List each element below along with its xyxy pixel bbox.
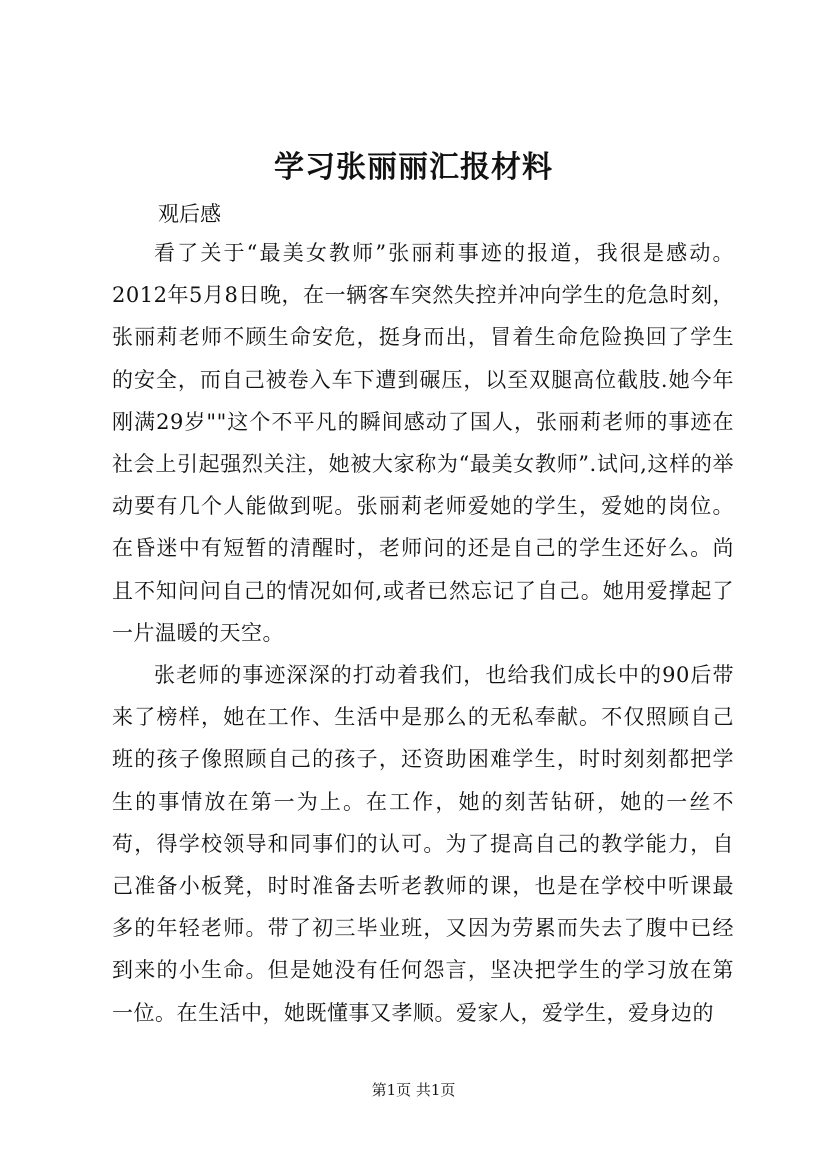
document-body — [112, 232, 734, 1034]
page-footer: 第1页 共1页 — [371, 1081, 456, 1099]
paragraph-1: 看了关于“最美女教师”张丽莉事迹的报道，我很是感动。2012年5月8日晚，在一辆客车突然失控并冲向学生的危急时刻，张丽莉老师不顾生命安危，挺身而出，冒着生命危险换回了学生的安全，而自己被卷入车下遭到碾压，以至双腿高位截肢.她今年刚满29岁""这个不平凡的瞬间感动了国人，张丽莉老师的事迹在社会上引起强烈关注，她被大家称为“最美女教师”.试问,这样的举动要有几个人能做到呢。张丽莉老师爱她的学生，爱她的岗位。在昏迷中有短暂的清醒时，老师问的还是自己的学生还好么。尚且不知问问自己的情况如何,或者已然忘记了自己。她用爱撑起了一片温暖的天空。 — [112, 241, 734, 645]
page-title: 学习张丽丽汇报材料 — [274, 150, 553, 185]
document-subtitle: 观后感 — [158, 202, 221, 226]
paragraph-2: 张老师的事迹深深的打动着我们，也给我们成长中的90后带来了榜样，她在工作、生活中是那么的无私奉献。不仅照顾自己班的孩子像照顾自己的孩子，还资助困难学生，时时刻刻都把学生的事情放在第一为上。在工作，她的刻苦钻研，她的一丝不苟，得学校领导和同事们的认可。为了提高自己的教学能力，自己准备小板凳，时时准备去听老教师的课，也是在学校中听课最多的年轻老师。带了初三毕业班，又因为劳累而失去了腹中已经到来的小生命。但是她没有任何怨言，坚决把学生的学习放在第一位。在生活中，她既懂事又孝顺。爱家人，爱学生，爱身边的 — [112, 663, 734, 1025]
